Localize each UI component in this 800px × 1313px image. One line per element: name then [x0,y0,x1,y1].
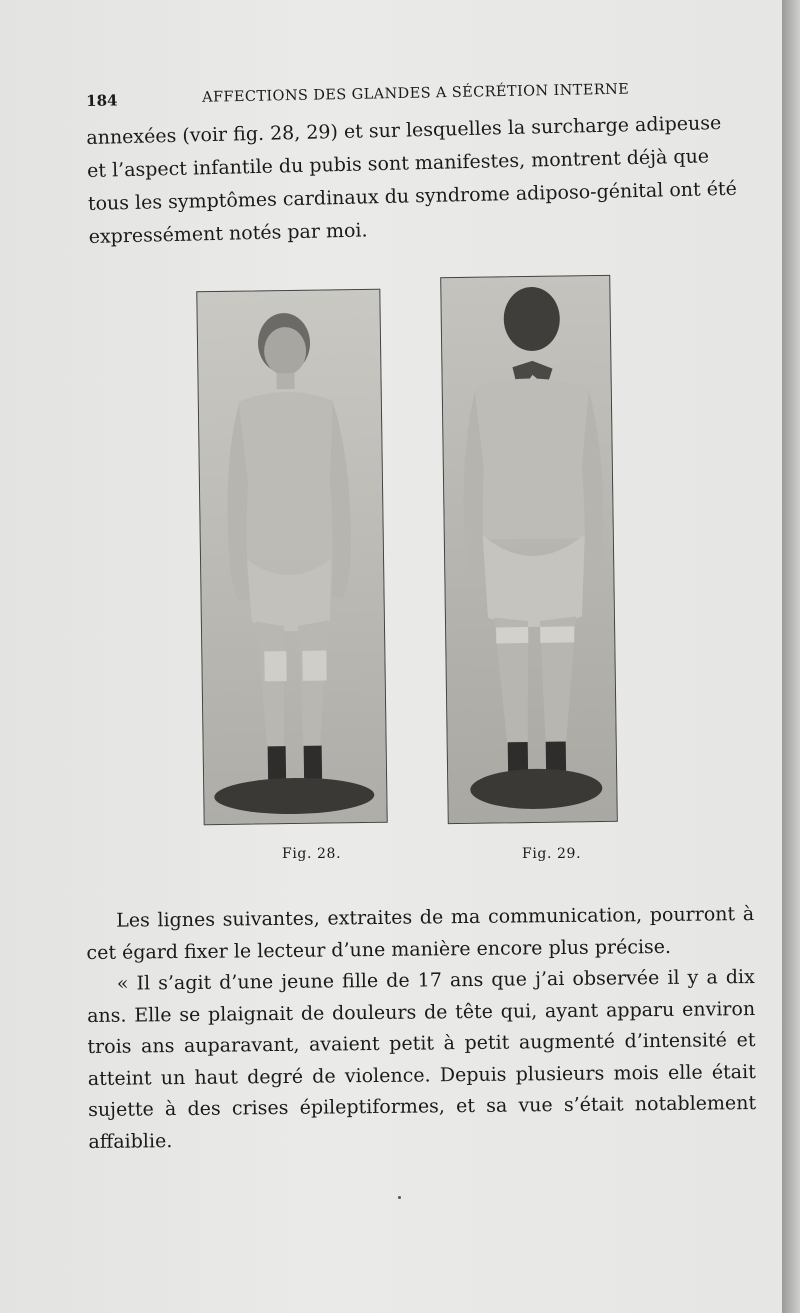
figure-28-photo-front [196,289,387,826]
body-paragraph: « Il s’agit d’une jeune fille de 17 ans que j’ai observée il y a dix ans. Elle se plaignait de douleurs de tête qui, ayant apparu environ trois ans auparavant, avaient petit à petit augmenté d’intensité et atteint un haut degré de violence. Depuis plusieurs mois elle était sujette à des crises épileptiformes, et sa vue s’était notablement affaiblie. [87,966,757,1153]
figure-29-caption: Fig. 29. [522,846,582,862]
figure-28-caption: Fig. 28. [282,846,342,862]
intro-paragraph [86,107,739,254]
body-text [86,899,757,1158]
running-title: AFFECTIONS DES GLANDES A SÉCRÉTION INTERNE [201,81,630,106]
body-paragraph: Les lignes suivantes, extraites de ma communication, pourront à cet égard fixer le lecteur d’une manière encore plus précise. [86,903,755,964]
figure-29-photo-back [440,275,618,824]
intro-text: annexées (voir fig. 28, 29) et sur lesquelles la surcharge adipeuse et l’aspect infantile du pubis sont manifestes, montrent déjà que tous les symptômes cardinaux du syndrome adiposo-génital ont été expressément notés par moi. [86,112,738,248]
print-speck [398,1196,401,1199]
page-edge-shadow [782,0,800,1313]
page-number: 184 [86,91,118,110]
